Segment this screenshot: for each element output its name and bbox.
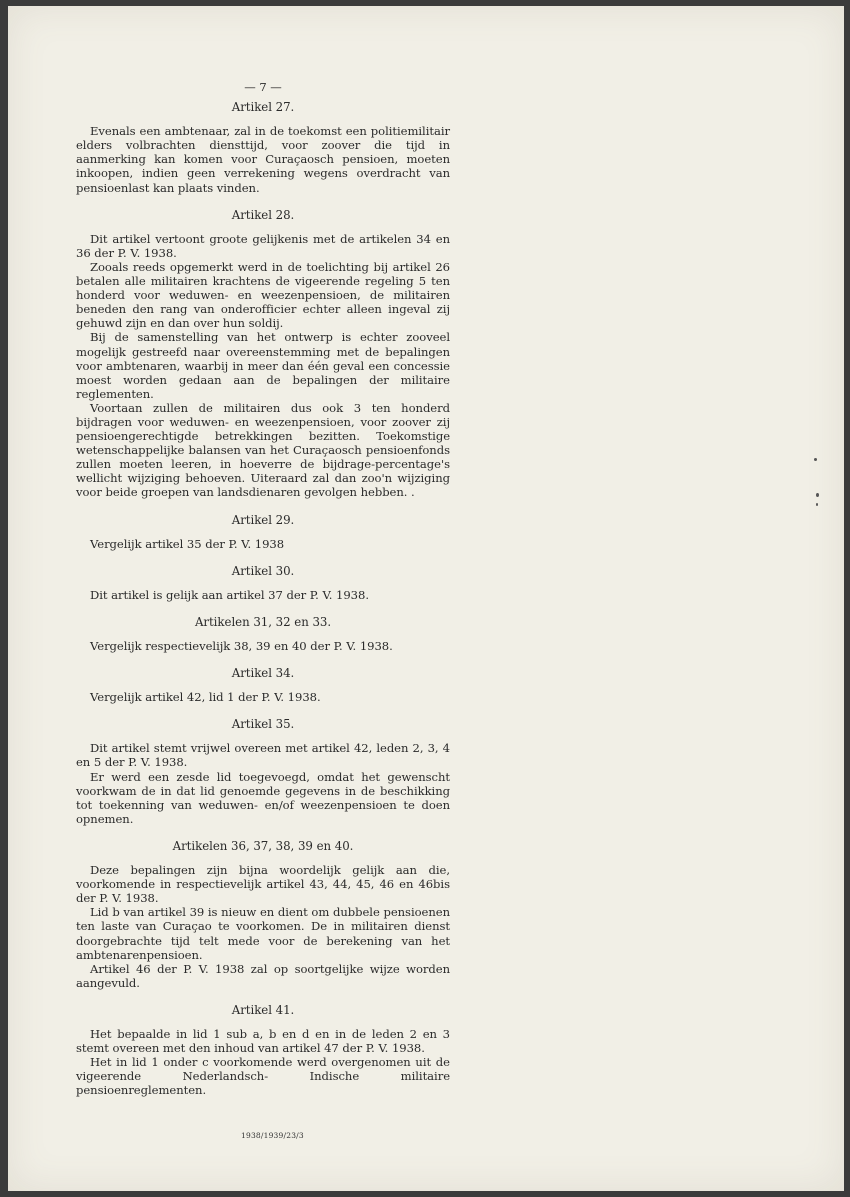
section: [76, 1003, 450, 1098]
paragraph: Er werd een zesde lid toegevoegd, omdat het gewenscht voorkwam de in dat lid genoemde gegevens in de beschikking tot toekenning van weduwen- en/of weezenpensioen te doen opnemen.: [76, 769, 450, 826]
paper-speck: [816, 503, 818, 506]
paragraph: Bij de samenstelling van het ontwerp is echter zooveel mogelijk gestreefd naar overeenstemming met de bepalingen voor ambtenaren, waarbij in meer dan één geval een concessie moest worden gedaan aan de bepalingen der militaire reglementen.: [76, 330, 450, 401]
paragraph: Vergelijk artikel 42, lid 1 der P. V. 1938.: [90, 690, 321, 705]
paragraph: Artikel 46 der P. V. 1938 zal op soortgelijke wijze worden aangevuld.: [76, 961, 450, 990]
section-heading: Artikel 27.: [231, 100, 295, 115]
section: [76, 717, 450, 839]
paragraph: Dit artikel stemt vrijwel overeen met artikel 42, leden 2, 3, 4 en 5 der P. V. 1938.: [76, 741, 450, 770]
paragraph: Vergelijk respectievelijk 38, 39 en 40 der P. V. 1938.: [90, 639, 393, 653]
section-heading: Artikelen 36, 37, 38, 39 en 40.: [172, 838, 354, 853]
section: [76, 666, 450, 717]
section-gap: [76, 602, 450, 615]
paper-speck: [816, 493, 819, 497]
paragraph: Dit artikel vertoont groote gelijkenis met de artikelen 34 en 36 der P. V. 1938.: [76, 231, 450, 260]
paragraph: Voortaan zullen de militairen dus ook 3 ten honderd bijdragen voor weduwen- en weezenpensioen, voor zoover zij pensioengerechtigde betrekkingen bezitten. Toekomstige wetenschappelijke balansen van het Curaçaosch pensioenfonds zullen moeten leeren, in hoeverre de bijdrage-percentage's wellicht wijziging behoeven. Uiteraard zal dan zoo'n wijziging voor beide groepen van landsdienaren gevolgen hebben. .: [76, 400, 450, 500]
section-heading: Artikel 35.: [231, 717, 295, 732]
document-body: [76, 80, 450, 1097]
section-heading: Artikel 29.: [231, 512, 295, 527]
sections-container: [76, 100, 450, 1097]
section-gap: [76, 551, 450, 564]
section-gap: [76, 704, 450, 717]
paragraph: Het in lid 1 onder c voorkomende werd overgenomen uit de vigeerende Nederlandsch- Indische militaire pensioenreglementen.: [76, 1055, 450, 1098]
paragraph: Het bepaalde in lid 1 sub a, b en d en in de leden 2 en 3 stemt overeen met den inhoud van artikel 47 der P. V. 1938.: [76, 1026, 450, 1056]
paragraph: Evenals een ambtenaar, zal in de toekomst een politiemilitair elders volbrachten diensttijd, voor zoover die tijd in aanmerking kan komen voor Curaçaosch pensioen, moeten inkoopen, indien geen verrekening wegens overdracht van pensioenlast kan plaats vinden.: [76, 124, 450, 195]
paragraph: Vergelijk artikel 35 der P. V. 1938: [90, 536, 285, 551]
footer-code: 1938/1939/23/3: [241, 1131, 304, 1140]
section-heading: Artikel 41.: [231, 1002, 295, 1017]
section: [76, 839, 450, 1003]
paragraph: Deze bepalingen zijn bijna woordelijk gelijk aan die, voorkomende in respectievelijk artikel 43, 44, 45, 46 en 46bis der P. V. 1938.: [76, 863, 450, 906]
section-heading: Artikel 30.: [231, 563, 295, 578]
section: [76, 100, 450, 208]
section-gap: [76, 195, 450, 208]
section-gap: [76, 653, 450, 666]
section-heading: Artikel 28.: [231, 207, 295, 222]
paragraph: Lid b van artikel 39 is nieuw en dient om dubbele pensioenen ten laste van Curaçao te voorkomen. De in militairen dienst doorgebrachte tijd telt mede voor de berekening van het ambtenarenpensioen.: [76, 905, 450, 962]
section: [76, 513, 450, 564]
section: [76, 208, 450, 513]
section-gap: [76, 826, 450, 839]
section-gap: [76, 500, 450, 513]
section: [76, 564, 450, 615]
section-heading: Artikelen 31, 32 en 33.: [194, 614, 332, 629]
paragraph: Dit artikel is gelijk aan artikel 37 der P. V. 1938.: [90, 587, 369, 602]
section-heading: Artikel 34.: [231, 666, 295, 681]
paper-speck: [814, 458, 817, 461]
page-number: — 7 —: [244, 80, 282, 94]
paragraph: Zooals reeds opgemerkt werd in de toelichting bij artikel 26 betalen alle militairen krachtens de vigeerende regeling 5 ten honderd voor weduwen- en weezenpensioen, de militairen beneden den rang van onderofficier echter alleen ingeval zij gehuwd zijn en dan over hun soldij.: [76, 259, 450, 331]
section: [76, 615, 450, 666]
section-gap: [76, 990, 450, 1003]
